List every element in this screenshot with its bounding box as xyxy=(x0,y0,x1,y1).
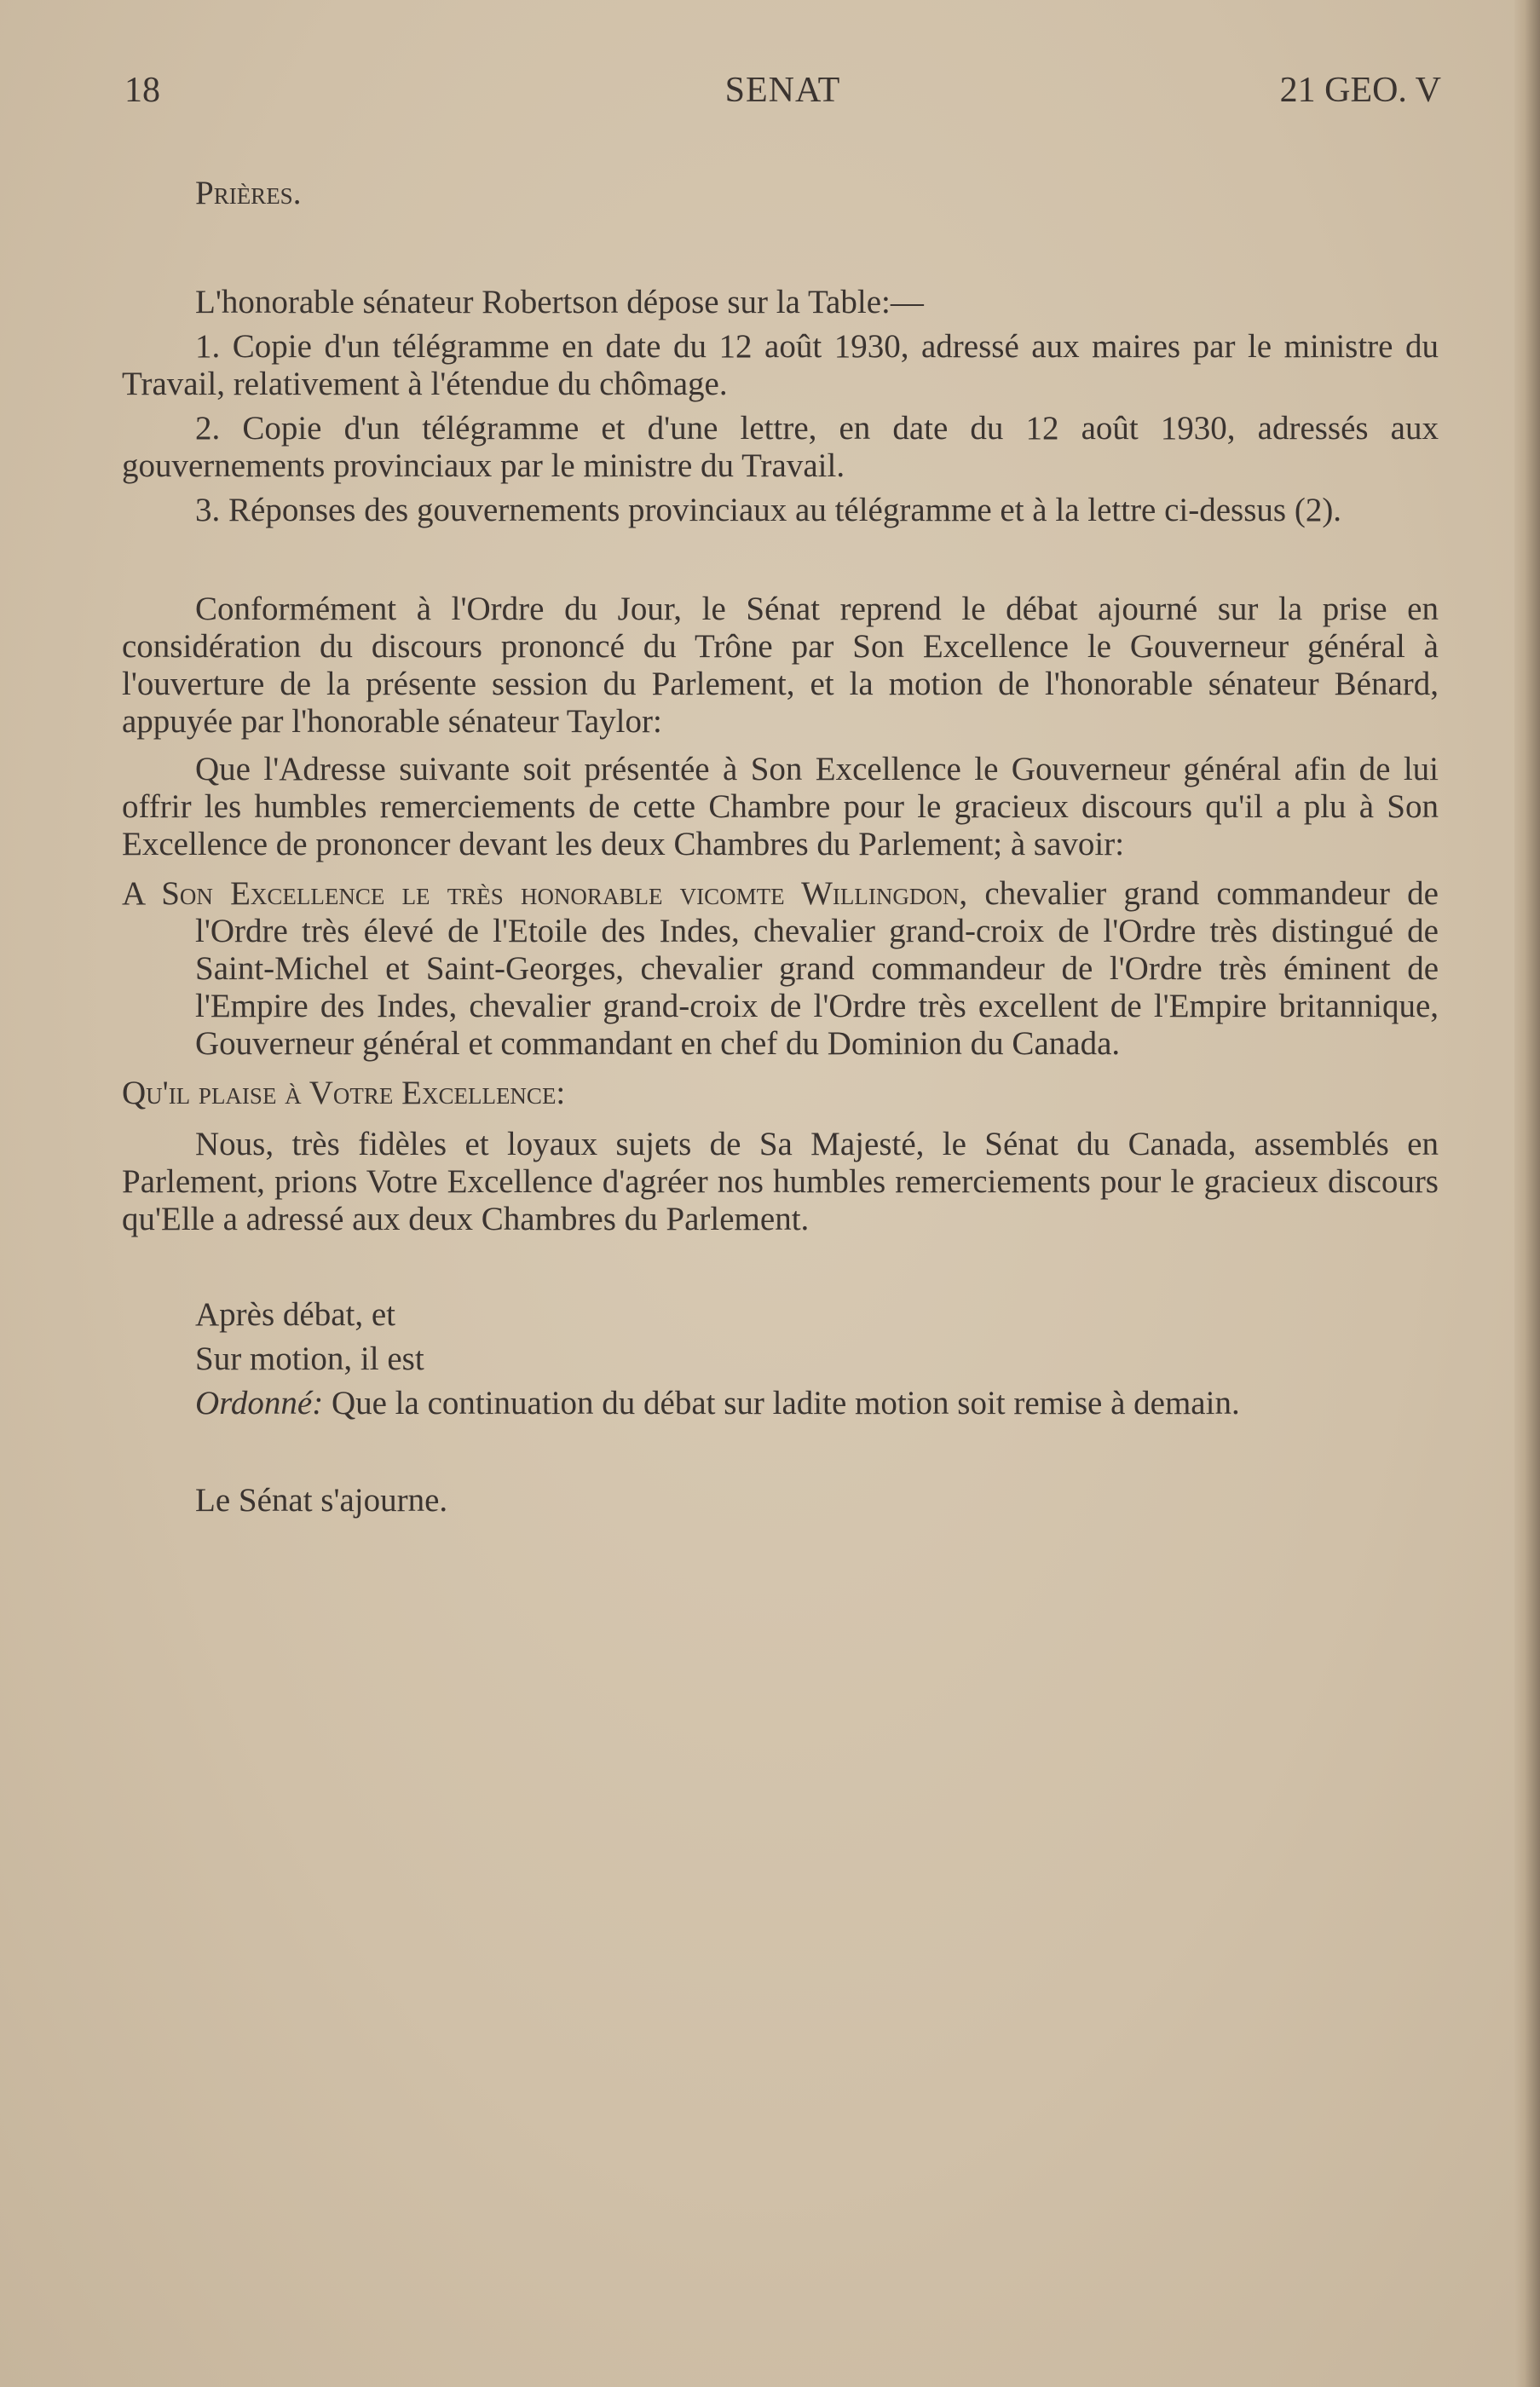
address-intro-paragraph: Que l'Adresse suivante soit présentée à Son Excellence le Gouverneur général afin de lui offrir les humbles remerciements de cette Chambre pour le gracieux discours qu'il a plu à Son Excellence de prononcer devant les deux Chambres du Parlement; à savoir: xyxy=(122,751,1439,862)
page-body xyxy=(122,175,1439,1519)
order-of-day-paragraph: Conformément à l'Ordre du Jour, le Sénat reprend le débat ajourné sur la prise en considération du discours prononcé du Trône par Son Excellence le Gouverneur général à l'ouverture de la présente session du Parlement, et la motion de l'honorable sénateur Bénard, appuyée par l'honorable sénateur Taylor: xyxy=(122,591,1439,740)
page-number: 18 xyxy=(124,71,160,110)
page-header xyxy=(124,65,1441,116)
ordered-label: Ordonné: xyxy=(195,1385,324,1421)
ordered-paragraph xyxy=(122,1385,1439,1422)
regnal-reference: 21 GEO. V xyxy=(1279,71,1441,110)
salutation-caps: A Son Excellence le très honorable vicomte Willingdon, xyxy=(122,875,968,912)
tabled-item-2: 2. Copie d'un télégramme et d'une lettre, en date du 12 août 1930, adressés aux gouvernements provinciaux par le ministre du Travail. xyxy=(122,410,1439,484)
after-debate: Après débat, et xyxy=(195,1296,395,1333)
ordered-text: Que la continuation du débat sur ladite motion soit remise à demain. xyxy=(331,1385,1240,1421)
salutation-rest: chevalier grand commandeur de l'Ordre très élevé de l'Etoile des Indes, chevalier grand-croix de l'Ordre très distingué de Saint-Michel et Saint-Georges, chevalier grand commandeur de l'Ordre très éminent de l'Empire des Indes, chevalier grand-croix de l'Ordre très excellent de l'Empire britannique, Gouverneur général et commandant en chef du Dominion du Canada. xyxy=(195,875,1439,1062)
page-edge xyxy=(1514,0,1540,2387)
running-title: SENAT xyxy=(724,71,841,110)
on-motion: Sur motion, il est xyxy=(195,1341,424,1377)
loyal-subjects-paragraph: Nous, très fidèles et loyaux sujets de Sa Majesté, le Sénat du Canada, assemblés en Parlement, prions Votre Excellence d'agréer nos humbles remerciements pour le gracieux discours qu'Elle a adressé aux deux Chambres du Parlement. xyxy=(122,1126,1439,1237)
tabled-item-3: 3. Réponses des gouvernements provinciaux au télégramme et à la lettre ci-dessus (2). xyxy=(195,492,1342,528)
adjourn-line: Le Sénat s'ajourne. xyxy=(195,1482,448,1519)
prayers-heading: Prières. xyxy=(195,175,302,211)
salutation-paragraph xyxy=(122,875,1439,1063)
qu-il-plaise: Qu'il plaise à Votre Excellence: xyxy=(122,1075,566,1111)
robertson-intro: L'honorable sénateur Robertson dépose sur la Table:— xyxy=(195,284,924,320)
tabled-item-1: 1. Copie d'un télégramme en date du 12 août 1930, adressé aux maires par le ministre du Travail, relativement à l'étendue du chômage. xyxy=(122,328,1439,402)
